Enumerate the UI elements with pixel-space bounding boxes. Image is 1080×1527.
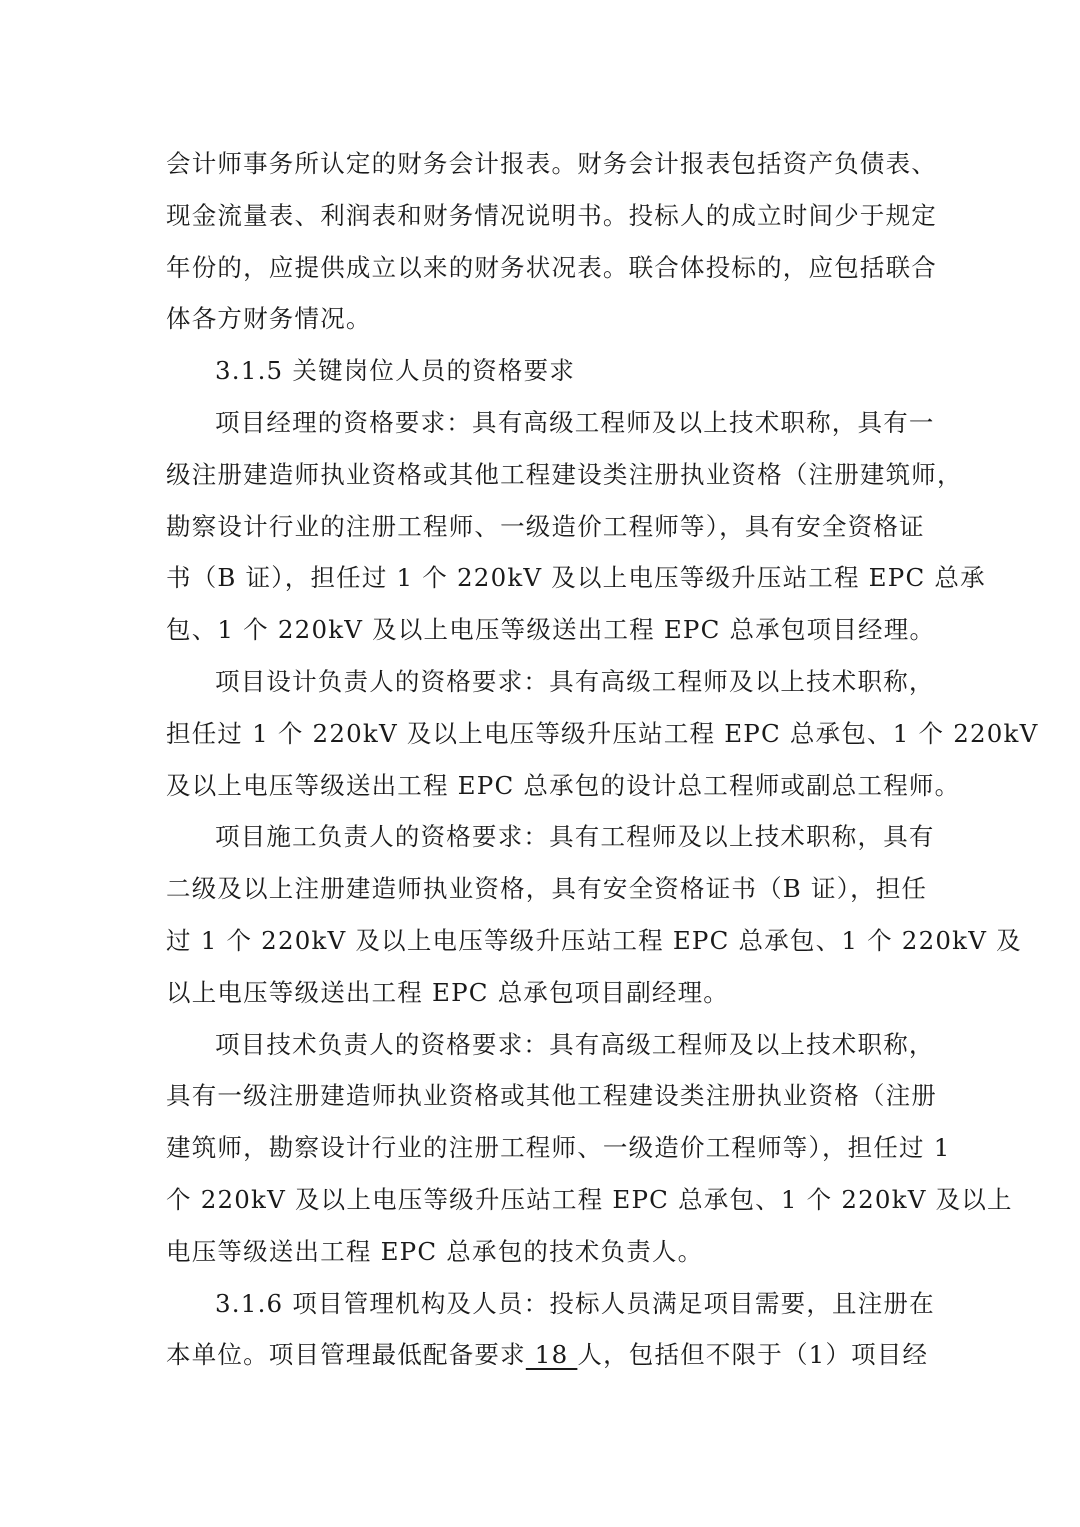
- paragraph-line: 项目经理的资格要求：具有高级工程师及以上技术职称，具有一: [215, 407, 935, 437]
- paragraph-line: 担任过 1 个 220kV 及以上电压等级升压站工程 EPC 总承包、1 个 220kV: [166, 718, 1039, 748]
- paragraph-line: 级注册建造师执业资格或其他工程建设类注册执业资格（注册建筑师，: [166, 459, 963, 489]
- paragraph-line: 体各方财务情况。: [166, 304, 372, 334]
- paragraph-line: 建筑师，勘察设计行业的注册工程师、一级造价工程师等），担任过 1: [166, 1133, 951, 1163]
- line-text: 人，包括但不限于（1）项目经: [577, 1340, 929, 1370]
- paragraph-line: 项目施工负责人的资格要求：具有工程师及以上技术职称，具有: [215, 822, 935, 852]
- staff-count-value: 18: [525, 1340, 578, 1370]
- paragraph-line: 项目技术负责人的资格要求：具有高级工程师及以上技术职称，: [215, 1029, 935, 1059]
- paragraph-line: 现金流量表、利润表和财务情况说明书。投标人的成立时间少于规定: [166, 200, 937, 230]
- section-heading: 3.1.6 项目管理机构及人员：投标人员满足项目需要，且注册在: [215, 1288, 935, 1318]
- paragraph-line: 过 1 个 220kV 及以上电压等级升压站工程 EPC 总承包、1 个 220kV 及: [166, 925, 1022, 955]
- paragraph-line: 具有一级注册建造师执业资格或其他工程建设类注册执业资格（注册: [166, 1081, 937, 1111]
- paragraph-line: 项目设计负责人的资格要求：具有高级工程师及以上技术职称，: [215, 666, 935, 696]
- paragraph-line: 及以上电压等级送出工程 EPC 总承包的设计总工程师或副总工程师。: [166, 770, 961, 800]
- line-text: 本单位。项目管理最低配备要求: [166, 1340, 526, 1370]
- paragraph-line: 包、1 个 220kV 及以上电压等级送出工程 EPC 总承包项目经理。: [166, 615, 936, 645]
- paragraph-line: 年份的，应提供成立以来的财务状况表。联合体投标的，应包括联合: [166, 252, 937, 282]
- paragraph-line: 会计师事务所认定的财务会计报表。财务会计报表包括资产负债表、: [166, 149, 937, 178]
- paragraph-line: 书（B 证），担任过 1 个 220kV 及以上电压等级升压站工程 EPC 总承: [166, 563, 986, 593]
- paragraph-line: 个 220kV 及以上电压等级升压站工程 EPC 总承包、1 个 220kV 及以上: [166, 1184, 1013, 1214]
- section-heading: 3.1.5 关键岗位人员的资格要求: [215, 356, 576, 386]
- paragraph-line: 二级及以上注册建造师执业资格，具有安全资格证书（B 证），担任: [166, 874, 928, 904]
- paragraph-line: 以上电压等级送出工程 EPC 总承包项目副经理。: [166, 977, 729, 1007]
- document-body: [166, 138, 1039, 1381]
- paragraph-line: 勘察设计行业的注册工程师、一级造价工程师等），具有安全资格证: [166, 511, 925, 541]
- paragraph-line: [166, 1329, 936, 1381]
- paragraph-line: 电压等级送出工程 EPC 总承包的技术负责人。: [166, 1236, 704, 1266]
